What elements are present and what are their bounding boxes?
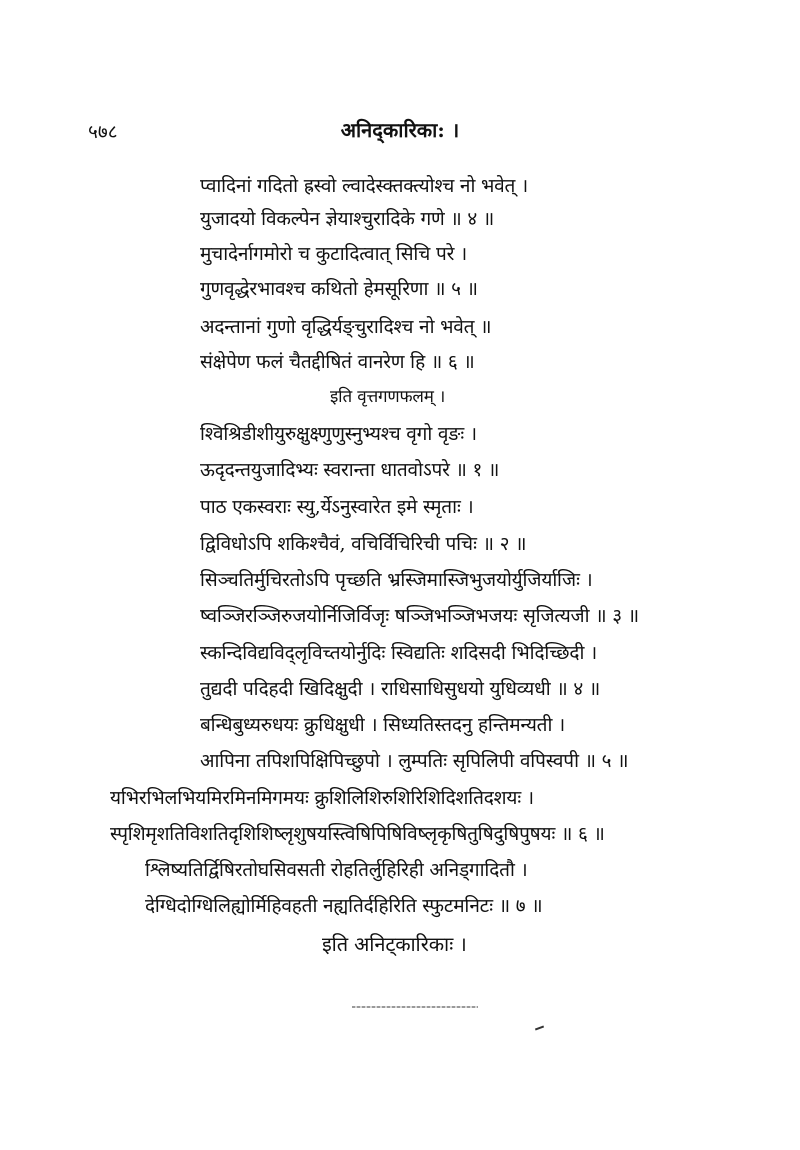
verse-line: युजादयो विकल्पेन ज्ञेयाश्चुरादिके गणे ॥ ४ ॥ — [200, 208, 495, 230]
verse-line: अदन्तानां गुणो वृद्धिर्यङ्चुरादिश्च नो भवेत् ॥ — [200, 316, 492, 338]
closing-caption: इति अनिट्कारिकाः । — [322, 932, 467, 956]
page-number: ५७८ — [88, 121, 118, 143]
printer-ornament-divider — [352, 1006, 478, 1008]
running-title: अनिद्कारिका: । — [340, 118, 460, 142]
verse-line: द्विविधोऽपि शकिश्चैवं, वचिर्विचिरिची पचिः ॥ २ ॥ — [200, 533, 527, 555]
verse-line: प्वादिनां गदितो ह्रस्वो ल्वादेस्क्तक्त्योश्च नो भवेत् । — [200, 175, 529, 197]
verse-line: स्पृशिमृशतिविशतिदृशिशिष्लृशुषयस्त्विषिपिषिविष्लृकृषितुषिदुषिपुषयः ॥ ६ ॥ — [110, 823, 605, 845]
verse-line: संक्षेपेण फलं चैतद्दीषितं वानरेण हि ॥ ६ ॥ — [200, 351, 475, 373]
verse-line: श्विश्रिडीशीयुरुक्षुक्ष्णुणुस्नुभ्यश्च वृगो वृङः । — [200, 423, 477, 445]
verse-line: यभिरभिलभियमिरमिनमिगमयः क्रुशिलिशिरुशिरिशिदिशतिदशयः । — [110, 787, 534, 809]
verse-line: ऊदृदन्तयुजादिभ्यः स्वरान्ता धातवोऽपरे ॥ १ ॥ — [200, 459, 500, 481]
stray-ink-mark — [535, 1026, 544, 1031]
verse-line: ष्वञ्जिरञ्जिरुजयोर्निजिर्विजृः षञ्जिभञ्जिभजयः सृजित्यजी ॥ ३ ॥ — [200, 605, 639, 627]
verse-line: मुचादेर्नागमोरो च कुटादित्वात् सिचि परे । — [200, 243, 468, 265]
verse-line: आपिना तपिशपिक्षिपिच्छुपो । लुम्पतिः सृपिलिपी वपिस्वपी ॥ ५ ॥ — [200, 750, 629, 772]
verse-line: स्कन्दिविद्यविद्लृविच्तयोर्नुदिः स्विद्यतिः शदिसदी भिदिच्छिदी । — [200, 642, 598, 664]
verse-line: देग्धिदोग्धिलिह्योर्मिहिवहती नह्यतिर्दहिरिति स्फुटमनिटः ॥ ७ ॥ — [145, 895, 543, 917]
section-end-caption: इति वृत्तगणफलम् । — [330, 387, 446, 407]
verse-line: पाठ एकस्वराः स्यु,र्येऽनुस्वारेत इमे स्मृताः । — [200, 496, 474, 518]
verse-line: सिञ्चतिर्मुचिरतोऽपि पृच्छति भ्रस्जिमास्जिभुजयोर्युजिर्याजिः । — [200, 569, 593, 591]
verse-line: गुणवृद्धेरभावश्च कथितो हेमसूरिणा ॥ ५ ॥ — [200, 278, 478, 300]
verse-line: तुद्यदी पदिहदी खिदिक्षुदी । राधिसाधिसुधयो युधिव्यधी ॥ ४ ॥ — [200, 678, 601, 700]
verse-line: श्लिष्यतिर्द्विषिरतोघसिवसती रोहतिर्लुहिरिही अनिड्गादितौ । — [145, 859, 528, 881]
verse-line: बन्धिबुध्यरुधयः क्रुधिक्षुधी । सिध्यतिस्तदनु हन्तिमन्यती । — [200, 714, 566, 736]
